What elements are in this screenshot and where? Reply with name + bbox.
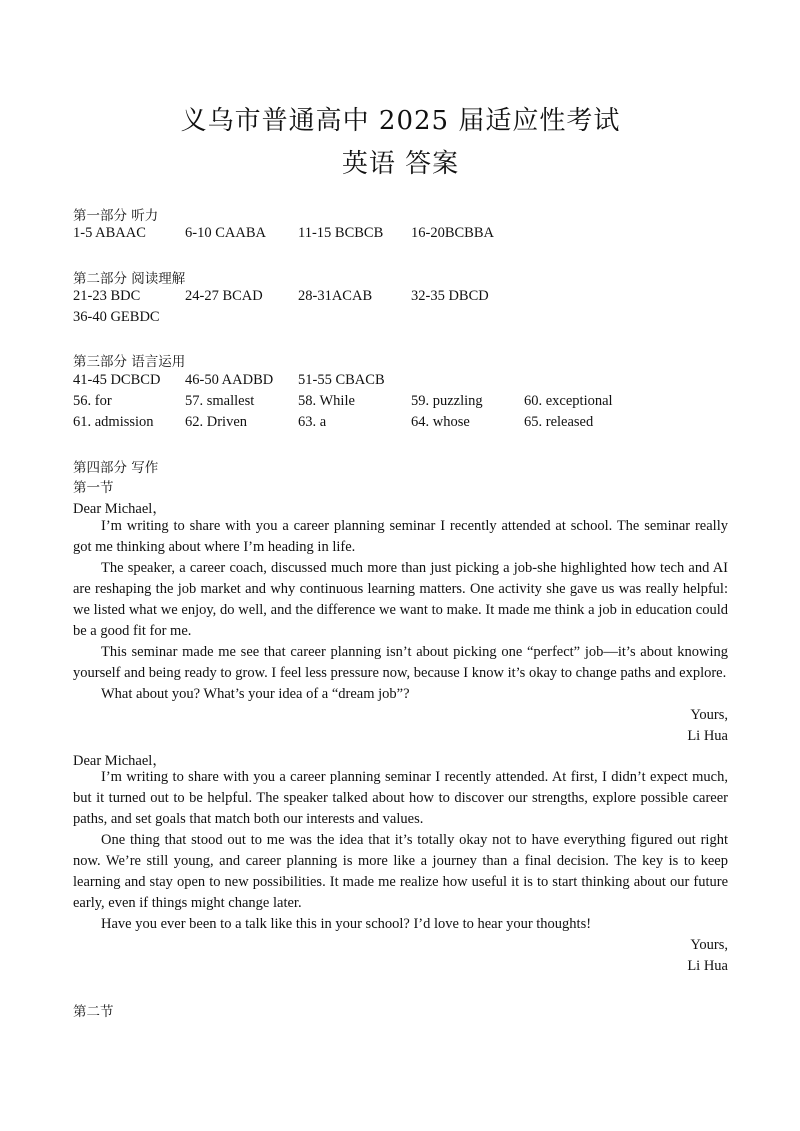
letter1-paragraph: What about you? What’s your idea of a “dream job”? <box>101 686 410 702</box>
answer-cell: 51-55 CBACB <box>298 372 385 388</box>
part4-heading: 第四部分 写作 <box>73 460 159 476</box>
letter2-paragraph: I’m writing to share with you a career planning seminar I recently attended. At first, I didn’t expect much, but it turned out to be helpful. The speaker talked about how to discover our strengths, explore possible career paths, and set goals that match both our interests and values. <box>73 769 728 827</box>
answer-cell: 16-20BCBBA <box>411 225 494 241</box>
letter1-paragraph: The speaker, a career coach, discussed much more than just picking a job-she highlighted how tech and AI are reshaping the job market and why continuous learning matters. One activity she gave us was really helpful: we listed what we enjoy, do well, and the difference we want to make. It made me think a job in education could be a good fit for me. <box>73 560 728 639</box>
answer-cell: 60. exceptional <box>524 393 613 409</box>
answer-cell: 11-15 BCBCB <box>298 225 384 241</box>
answer-row <box>73 309 728 329</box>
letter1-greeting: Dear Michael， <box>73 501 167 517</box>
answer-cell: 1-5 ABAAC <box>73 225 146 241</box>
letter2-greeting: Dear Michael， <box>73 753 167 769</box>
answer-cell: 57. smallest <box>185 393 255 409</box>
answer-cell: 46-50 AADBD <box>185 372 274 388</box>
answer-cell: 56. for <box>73 393 112 409</box>
answer-cell: 59. puzzling <box>411 393 483 409</box>
part1-heading: 第一部分 听力 <box>73 208 159 224</box>
answer-cell: 32-35 DBCD <box>411 288 489 304</box>
answer-row <box>73 393 728 413</box>
answer-cell: 24-27 BCAD <box>185 288 263 304</box>
answer-cell: 41-45 DCBCD <box>73 372 161 388</box>
exam-subtitle: 英语 答案 <box>341 149 460 179</box>
exam-title: 义乌市普通高中 2025 届适应性考试 <box>180 106 621 136</box>
part3-heading: 第三部分 语言运用 <box>73 354 186 370</box>
answer-row <box>73 225 728 245</box>
answer-cell: 65. released <box>524 414 594 430</box>
answer-cell: 63. a <box>298 414 327 430</box>
letter1-paragraph: I’m writing to share with you a career planning seminar I recently attended at school. The seminar really got me thinking about where I’m heading in life. <box>73 518 728 555</box>
letter2-closing: Yours, <box>690 937 728 953</box>
answer-cell: 6-10 CAABA <box>185 225 266 241</box>
letter2-paragraph: One thing that stood out to me was the idea that it’s totally okay not to have everything figured out right now. We’re still young, and career planning is more like a journey than a final decision. The key is to keep learning and stay open to new possibilities. It made me realize how useful it is to start thinking about our future early, even if things might change later. <box>73 832 728 911</box>
answer-cell: 28-31ACAB <box>298 288 373 304</box>
answer-cell: 21-23 BDC <box>73 288 141 304</box>
section1-heading: 第一节 <box>73 480 114 496</box>
letter2-paragraph: Have you ever been to a talk like this in your school? I’d love to hear your thoughts! <box>101 916 592 932</box>
section2-heading: 第二节 <box>73 1004 114 1020</box>
answer-cell: 64. whose <box>411 414 470 430</box>
letter1-closing: Yours, <box>690 707 728 723</box>
answer-row <box>73 288 728 308</box>
answer-row <box>73 372 728 392</box>
part2-heading: 第二部分 阅读理解 <box>73 271 186 287</box>
answer-row <box>73 414 728 434</box>
answer-cell: 58. While <box>298 393 355 409</box>
answer-cell: 61. admission <box>73 414 154 430</box>
answer-cell: 62. Driven <box>185 414 248 430</box>
letter1-signature: Li Hua <box>687 728 728 744</box>
letter1-paragraph: This seminar made me see that career planning isn’t about picking one “perfect” job—it’s about knowing yourself and being ready to grow. I feel less pressure now, because I know it’s okay to change paths and explore. <box>73 644 728 681</box>
letter2-signature: Li Hua <box>687 958 728 974</box>
answer-cell: 36-40 GEBDC <box>73 309 160 325</box>
